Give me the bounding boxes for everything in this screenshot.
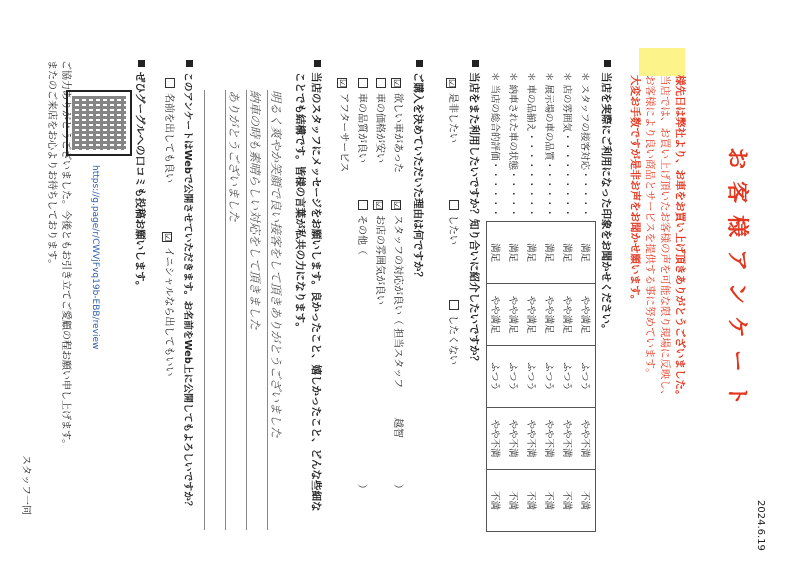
checkbox-checked-icon[interactable]: ☑: [373, 201, 383, 210]
rating-option-4[interactable]: 不満: [559, 469, 577, 531]
q5-option-initials[interactable]: ☑イニシャルなら出してもいい: [162, 233, 174, 377]
q3-option-quality[interactable]: 車の品質が良い: [356, 78, 371, 163]
rating-option-0[interactable]: 満足: [559, 222, 577, 284]
q4-heading: [309, 60, 324, 512]
survey-title: お客様アンケート: [724, 147, 749, 418]
intro-line-1: 様先日は弊社より、お車をお買い上げ頂きありがとうございました。: [674, 75, 686, 401]
bullet-square-icon: [472, 60, 479, 67]
rating-row-label: ＊ スタッフの接客対応・・・・・: [579, 72, 591, 218]
rating-row: [577, 72, 596, 532]
q1-title: 当店を実際にご利用になった印象をお聞かせください。: [600, 72, 612, 335]
rating-option-1[interactable]: やや満足: [505, 284, 523, 346]
bullet-square-icon: [604, 60, 611, 67]
rating-option-0[interactable]: 満足: [541, 222, 559, 284]
handwritten-line-1: 明るく爽やか笑顔で良い接客をして頂きありがとうございました: [269, 90, 283, 439]
checkbox-icon[interactable]: [165, 78, 175, 88]
checkbox-icon[interactable]: [358, 78, 368, 88]
checkbox-checked-icon[interactable]: ☑: [446, 79, 456, 88]
intro-line-4: 大変お手数ですが是非お声をお聞かせ願います。: [629, 75, 641, 306]
checkbox-icon[interactable]: [358, 200, 368, 210]
q3-title: ご購入を決めていただいた理由は何ですか？: [412, 72, 424, 282]
rating-option-2[interactable]: ふつう: [487, 346, 506, 408]
rating-row: [487, 72, 506, 532]
rating-row: [505, 72, 523, 532]
rating-row-label: ＊ 当店の総合的評価・・・・・・: [488, 72, 500, 218]
closing-line-1: ご協力ありがとうございました。今後ともお引き立てご愛顧の程お願い申し上げます。: [60, 60, 71, 450]
signature: スタッフ一同: [20, 455, 31, 515]
q3-option-staff[interactable]: ☑スタッフの対応が良い（ 担当スタッフ: [391, 201, 403, 389]
checkbox-icon[interactable]: [449, 300, 459, 310]
qr-code-icon: [66, 90, 132, 156]
q5-heading: [182, 60, 196, 540]
survey-date: 2024.6.19: [755, 500, 766, 551]
q3-staff-name: 越智: [392, 418, 403, 438]
checkbox-icon[interactable]: [449, 200, 459, 210]
rating-option-0[interactable]: 満足: [505, 222, 523, 284]
rating-option-0[interactable]: 満足: [523, 222, 541, 284]
rating-table: [486, 72, 596, 532]
intro-line-2: 当店では、お買い上げ頂いたお客様の声を可能な限り現場に反映し、: [659, 75, 671, 401]
q3-heading: [411, 60, 426, 282]
bullet-square-icon: [314, 60, 321, 67]
handwritten-line-2: 納車の時も素晴らしい対応をして頂きました: [248, 90, 262, 331]
rating-option-4[interactable]: 不満: [505, 469, 523, 531]
intro-line-3: お客様により良い商品とサービスを提供する事に努めています。: [644, 75, 656, 379]
closing-text: [44, 60, 72, 520]
rating-row-label: ＊ 店の雰囲気・・・・・・・・・: [561, 72, 572, 218]
rating-option-1[interactable]: やや満足: [541, 284, 559, 346]
rating-option-4[interactable]: 不満: [487, 469, 506, 531]
q2-option-2[interactable]: したくない: [447, 300, 462, 365]
writing-line: [225, 90, 226, 530]
rating-option-0[interactable]: 満足: [487, 222, 506, 284]
q2-title: 当店をまた利用したいですか？知り合いに紹介したいですか？: [468, 72, 480, 366]
rating-option-1[interactable]: やや満足: [577, 284, 596, 346]
rating-option-2[interactable]: ふつう: [577, 346, 596, 408]
rating-option-3[interactable]: やや不満: [541, 408, 559, 470]
checkbox-checked-icon[interactable]: ☑: [391, 79, 401, 88]
rating-option-0[interactable]: 満足: [577, 222, 596, 284]
q3-option-atmosphere[interactable]: ☑お店の雰囲気が良い: [373, 201, 385, 305]
rating-row: [541, 72, 559, 532]
rating-option-4[interactable]: 不満: [577, 469, 596, 531]
rating-option-1[interactable]: やや満足: [487, 284, 506, 346]
writing-line: [246, 90, 247, 530]
q1-heading: [599, 60, 614, 335]
highlighted-name-area: [639, 48, 685, 76]
rating-option-3[interactable]: やや不満: [559, 408, 577, 470]
q2-option-0[interactable]: ☑是非したい: [446, 79, 458, 143]
rating-option-3[interactable]: やや不満: [487, 408, 506, 470]
rating-option-4[interactable]: 不満: [541, 469, 559, 531]
rating-option-2[interactable]: ふつう: [523, 346, 541, 408]
handwritten-line-3: ありがとうございました: [227, 90, 241, 223]
q4-title: 当店のスタッフにメッセージをお願いします。良かったこと、嬉しかったこと、どんな些細な: [310, 72, 322, 512]
q3-option-want-car[interactable]: ☑欲しい車があった: [391, 79, 403, 173]
rating-option-1[interactable]: やや満足: [559, 284, 577, 346]
checkbox-icon[interactable]: [376, 78, 386, 88]
checkbox-checked-icon[interactable]: ☑: [391, 201, 401, 210]
bullet-square-icon: [186, 60, 193, 67]
q5-title: このアンケートはWebで公開させていただきます。お名前をWeb上に公開してもよろしいですか？: [182, 72, 193, 511]
writing-line: [204, 90, 205, 530]
q4-title-2: ことでも結構です。皆様の言葉が私共の力になります。: [294, 72, 306, 333]
rating-row-label: ＊ 展示場の車の品質・・・・・・: [543, 72, 554, 218]
q3-option-other[interactable]: その他（: [356, 200, 371, 255]
rating-option-3[interactable]: やや不満: [523, 408, 541, 470]
rating-row-label: ＊ 車の品揃え・・・・・・・・・: [525, 72, 536, 218]
writing-line: [267, 90, 268, 530]
rating-option-4[interactable]: 不満: [523, 469, 541, 531]
q6-heading: [133, 60, 148, 291]
rating-option-2[interactable]: ふつう: [541, 346, 559, 408]
rating-row: [523, 72, 541, 532]
q3-paren-close-2: ）: [356, 484, 367, 494]
q5-option-name[interactable]: 名前を出しても良い: [163, 78, 178, 183]
bullet-square-icon: [416, 60, 423, 67]
rating-row: [559, 72, 577, 532]
review-url[interactable]: https://g.page/r/CWVjFvq19b-EBB/review: [90, 165, 100, 350]
rating-option-2[interactable]: ふつう: [505, 346, 523, 408]
q2-heading: [467, 60, 482, 366]
q6-title: ぜひグーグルへの口コミも投稿お願いします。: [134, 72, 146, 292]
q3-option-price[interactable]: 車の価格が安い: [374, 78, 389, 163]
rating-row-label: ＊ 納車された車の状態・・・・・: [507, 72, 518, 218]
q2-option-1[interactable]: したい: [447, 200, 462, 245]
checkbox-checked-icon[interactable]: ☑: [162, 233, 172, 242]
bullet-square-icon: [138, 60, 145, 67]
intro-text: [627, 75, 687, 535]
q3-option-after-service[interactable]: ☑アフターサービス: [337, 79, 349, 173]
checkbox-checked-icon[interactable]: ☑: [337, 79, 347, 88]
closing-line-2: またのご来店をお心よりお待ちしております。: [46, 60, 57, 270]
q3-paren-close-1: ）: [392, 484, 403, 494]
rating-option-1[interactable]: やや満足: [523, 284, 541, 346]
rating-option-2[interactable]: ふつう: [559, 346, 577, 408]
rating-option-3[interactable]: やや不満: [577, 408, 596, 470]
rating-option-3[interactable]: やや不満: [505, 408, 523, 470]
